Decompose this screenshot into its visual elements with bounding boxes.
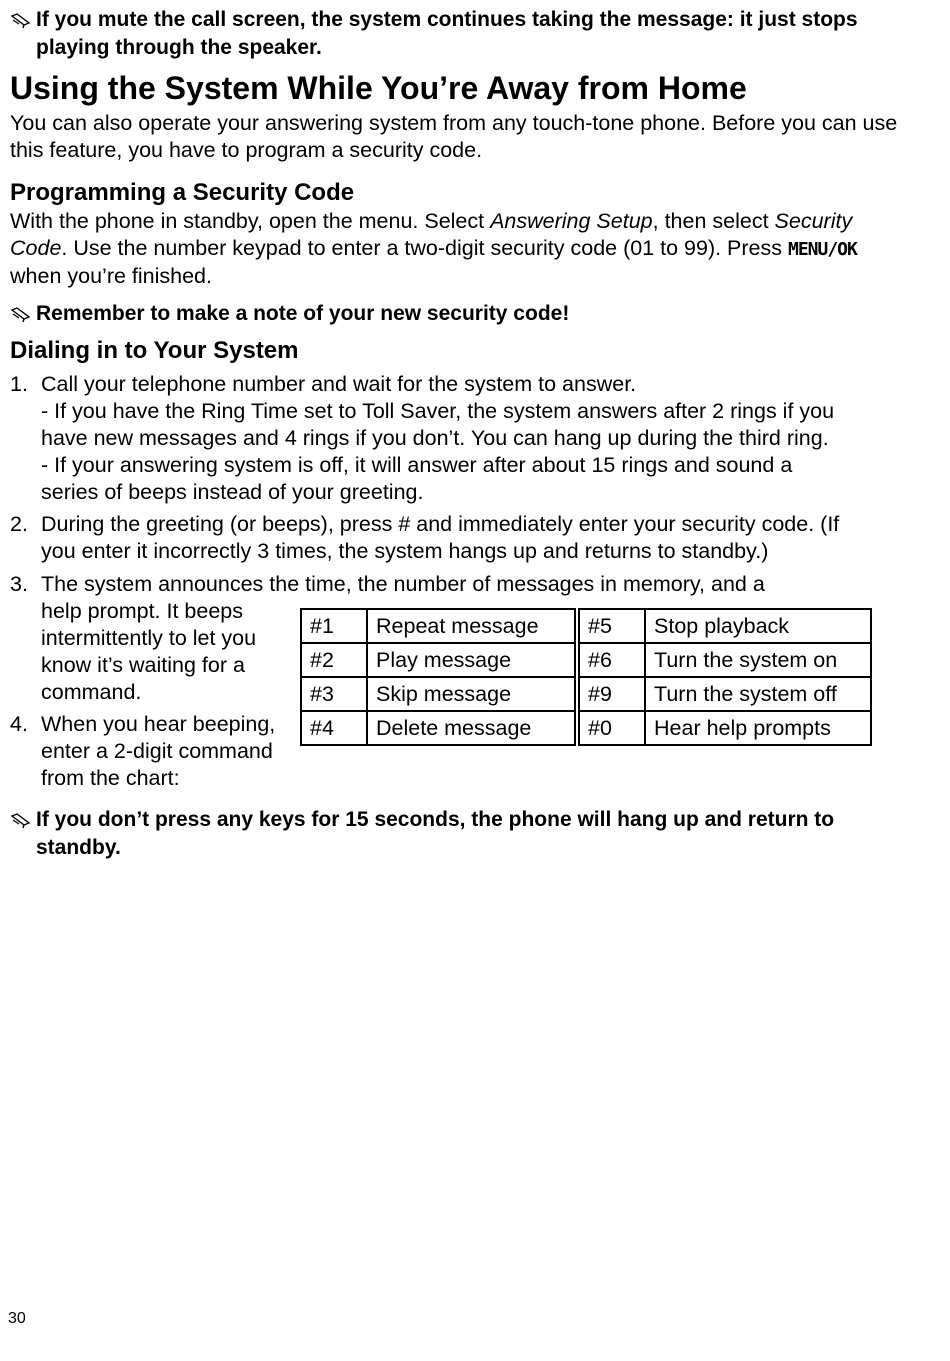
security-text-3: . Use the number keypad to enter a two-digit security code (01 to 99). Press	[61, 236, 788, 260]
step-line: enter a 2-digit command	[41, 739, 273, 763]
step-line: intermittently to let you	[41, 626, 257, 650]
command-code: #6	[579, 643, 645, 677]
command-action: Delete message	[367, 711, 575, 745]
security-text-2: , then select	[652, 209, 775, 233]
note-mute	[10, 6, 920, 62]
step-line: know it’s waiting for a	[41, 653, 245, 677]
command-chart	[300, 608, 872, 746]
step-line: you enter it incorrectly 3 times, the system hangs up and returns to standby.)	[41, 539, 769, 563]
command-action: Play message	[367, 643, 575, 677]
command-action: Turn the system on	[645, 643, 871, 677]
step-line: command.	[41, 680, 142, 704]
note-mute-text: If you mute the call screen, the system continues taking the message: it just stops playing through the speaker.	[36, 8, 858, 59]
security-heading: Programming a Security Code	[10, 179, 355, 206]
command-code: #9	[579, 677, 645, 711]
security-text-4: when you’re finished.	[10, 264, 212, 288]
step-line: series of beeps instead of your greeting.	[41, 480, 424, 504]
key-menu-ok: MENU/OK	[788, 239, 857, 260]
command-action: Turn the system off	[645, 677, 871, 711]
command-code: #0	[579, 711, 645, 745]
command-code: #1	[301, 609, 367, 643]
command-action: Repeat message	[367, 609, 575, 643]
step-number: 3.	[10, 572, 28, 596]
security-text-1: With the phone in standby, open the menu. Select	[10, 209, 491, 233]
note-timeout-text: If you don’t press any keys for 15 seconds, the phone will hang up and return to standby.	[36, 808, 835, 859]
step-line: Call your telephone number and wait for the system to answer.	[41, 372, 637, 396]
table-row	[301, 677, 871, 711]
command-action: Skip message	[367, 677, 575, 711]
step-line: - If your answering system is off, it will answer after about 15 rings and sound a	[41, 453, 793, 477]
page-title: Using the System While You’re Away from Home	[10, 70, 747, 106]
note-timeout	[10, 806, 920, 862]
menu-answering-setup: Answering Setup	[490, 209, 653, 233]
command-code: #3	[301, 677, 367, 711]
security-paragraph	[10, 208, 910, 290]
step-line: The system announces the time, the number of messages in memory, and a	[41, 572, 765, 596]
step-line: When you hear beeping,	[41, 712, 276, 736]
command-code: #4	[301, 711, 367, 745]
page-number: 30	[8, 1310, 26, 1327]
note-pencil-icon	[10, 808, 32, 830]
note-pencil-icon	[10, 8, 32, 30]
command-code: #5	[579, 609, 645, 643]
step-line: from the chart:	[41, 766, 180, 790]
command-action: Stop playback	[645, 609, 871, 643]
step-line: - If you have the Ring Time set to Toll Saver, the system answers after 2 rings if you	[41, 399, 835, 423]
table-row	[301, 643, 871, 677]
step-line: have new messages and 4 rings if you don’t. You can hang up during the third ring.	[41, 426, 829, 450]
command-action: Hear help prompts	[645, 711, 871, 745]
dialing-heading: Dialing in to Your System	[10, 337, 299, 364]
command-code: #2	[301, 643, 367, 677]
intro-paragraph: You can also operate your answering system from any touch-tone phone. Before you can use this feature, you have to program a security code.	[10, 111, 898, 162]
step-line: help prompt. It beeps	[41, 599, 243, 623]
table-row	[301, 609, 871, 643]
menu-security-code: Security Code	[10, 209, 853, 260]
step-line: During the greeting (or beeps), press # and immediately enter your security code. (If	[41, 512, 840, 536]
note-remember	[10, 300, 920, 328]
step-number: 1.	[10, 372, 28, 396]
step-number: 2.	[10, 512, 28, 536]
step-number: 4.	[10, 712, 28, 736]
note-pencil-icon	[10, 302, 32, 324]
note-remember-text: Remember to make a note of your new security code!	[36, 302, 570, 325]
table-row	[301, 711, 871, 745]
